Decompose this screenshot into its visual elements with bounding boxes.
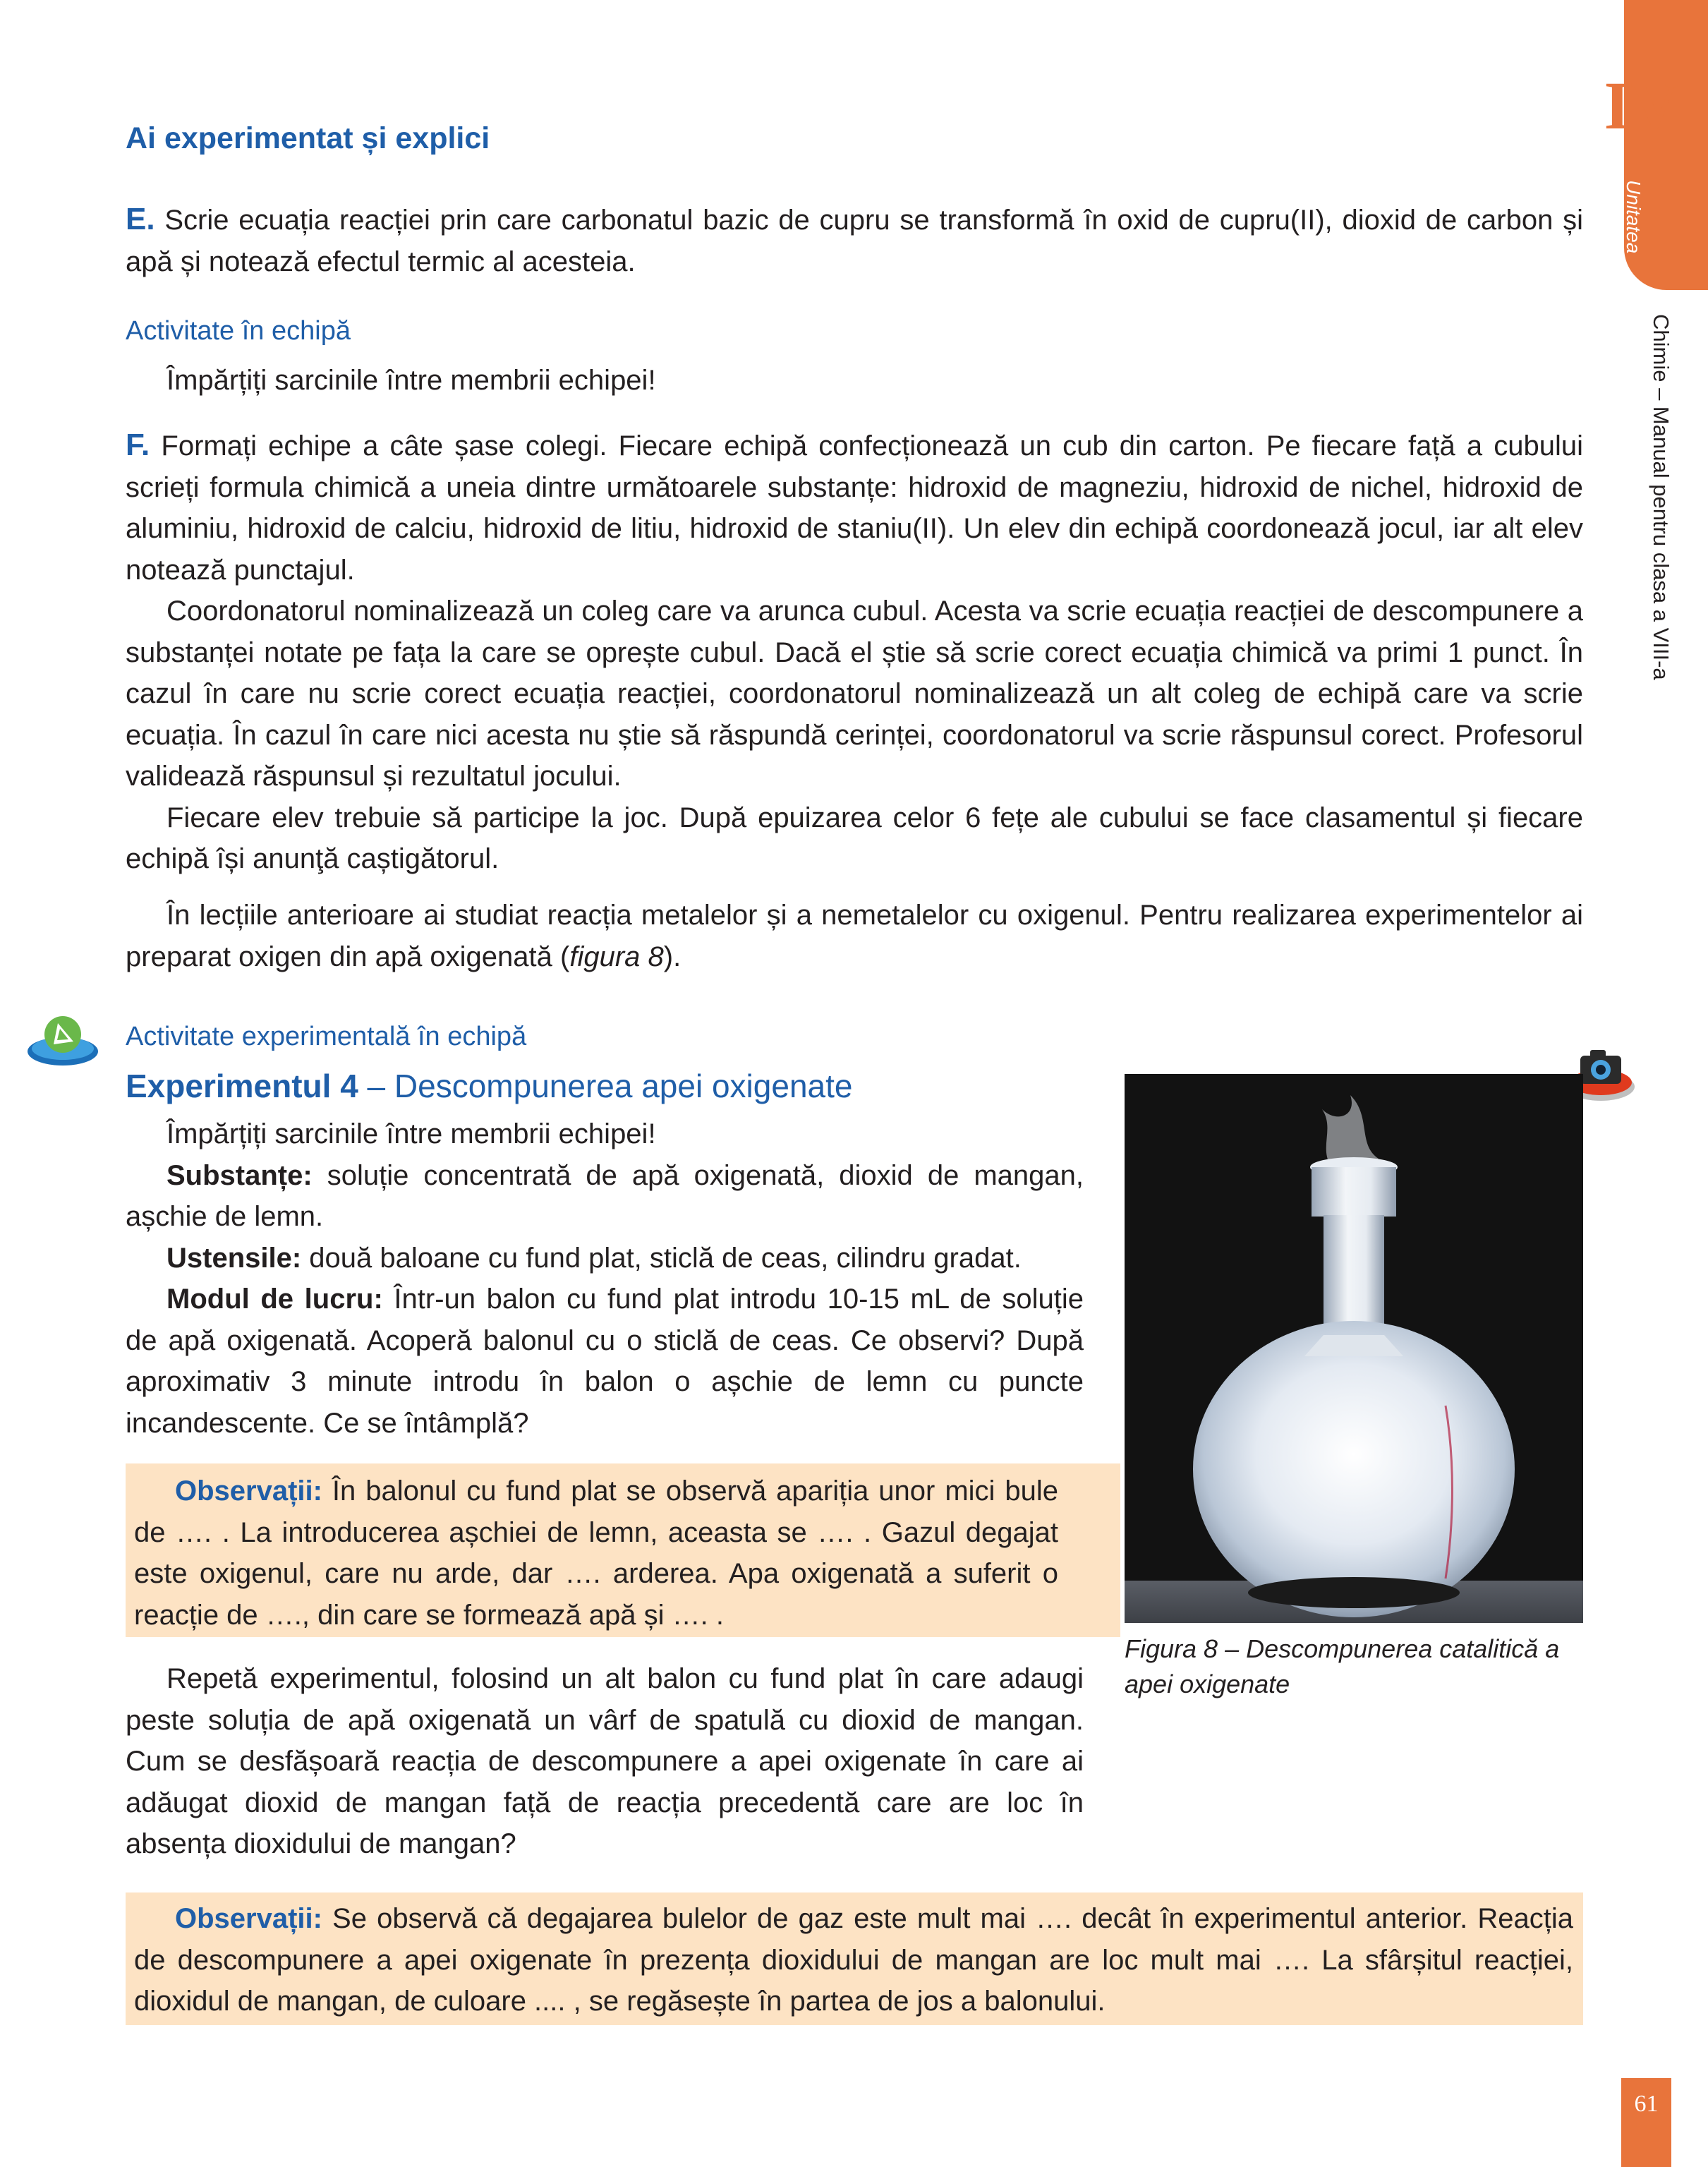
tools-text: două baloane cu fund plat, sticlă de ceas, cilindru gradat. — [301, 1242, 1022, 1274]
section-heading: Ai experimentat și explici — [126, 121, 490, 155]
page-number-box — [1621, 2078, 1671, 2167]
tools-line — [126, 1238, 1084, 1279]
experiment-body — [126, 1113, 1084, 1444]
method-text: Într-un balon cu fund plat introdu 10-15 mL de soluție de apă oxigenată. Acoperă balonul cu o sticlă de ceas. Ce observi? După aproximativ 3 minute introdu în balon o așchie de lemn cu puncte incandescente. Ce se întâmplă? — [126, 1284, 1084, 1439]
book-title: Chimie – Manual pentru clasa a VIII-a — [1649, 314, 1673, 680]
repeat-paragraph: Repetă experimentul, folosind un alt balon cu fund plat în care adaugi peste soluția de apă oxigenată un vârf de spatulă cu dioxid de mangan. Cum se desfășoară reacția de descompunere a apei oxigenate în care ai adăugat dioxid de mangan față de reacția precedentă care are loc în absența dioxidului de mangan? — [126, 1663, 1084, 1859]
intro-paragraph — [126, 895, 1583, 977]
unit-numeral: IV — [1604, 68, 1680, 143]
task-e-letter: E. — [126, 202, 155, 236]
method-label: Modul de lucru: — [166, 1284, 383, 1315]
observation-2-label: Observații: — [175, 1903, 322, 1934]
experiment-badge-icon — [24, 1008, 102, 1071]
task-f-para2: Coordonatorul nominalizează un coleg care va arunca cubul. Acesta va scrie ecuația reacției de descompunere a substanței notate pe fața la care se oprește cubul. Dacă el știe să scrie corect ecuația chimică va primi 1 punct. În cazul în care nu scrie corect ecuația reacției, coordonatorul nominalizează un alt coleg de echipă care va scrie ecuația. În cazul în care nici acesta nu știe să răspundă cerinței, coordonatorul va scrie răspunsul corect. Profesorul validează răspunsul și rezultatul jocului. — [126, 596, 1583, 792]
intro-text-b: ). — [663, 941, 682, 972]
intro-text-a: În lecțiile anterioare ai studiat reacția metalelor și a nemetalelor cu oxigenul. Pentru realizarea experimentelor ai preparat oxigen din apă oxigenată ( — [126, 900, 1583, 972]
task-f-text: Formați echipe a câte șase colegi. Fiecare echipă confecționează un cub din carton. Pe fiecare față a cubului scrieți formula chimică a uneia dintre următoarele substanțe: hidroxid de magneziu, hidroxid de nichel, hidroxid de aluminiu, hidroxid de calciu, hidroxid de litiu, hidroxid de staniu(II). Un elev din echipă coordonează jocul, iar alt elev notează punctajul. — [126, 430, 1583, 586]
unit-label: Unitatea — [1623, 180, 1645, 254]
task-f-para1 — [126, 425, 1583, 591]
observation-2-text: Se observă că degajarea bulelor de gaz este mult mai …. decât în experimentul anterior. Reacția de descompunere a apei oxigenate în prezența dioxidului de mangan are loc mult mai …. La sfârșitul reacției, dioxidul de mangan, de culoare .... , se regăsește în partea de jos a balonului. — [134, 1903, 1573, 2017]
substances-label: Substanțe: — [166, 1159, 313, 1191]
page-number: 61 — [1634, 2091, 1659, 2117]
observation-1-text: În balonul cu fund plat se observă apariția unor mici bule de …. . La introducerea așchiei de lemn, aceasta se …. . Gazul degajat este oxigenul, care nu arde, dar …. arderea. Apa oxigenată a suferit o reacție de …., din care se formează apă și …. . — [134, 1475, 1058, 1631]
task-f-para3: Fiecare elev trebuie să participe la joc. După epuizarea celor 6 fețe ale cubului se face clasamentul și fiecare echipă își anunţă caștigătorul. — [126, 802, 1583, 874]
method-line — [126, 1279, 1084, 1444]
task-e-text: Scrie ecuația reacției prin care carbonatul bazic de cupru se transformă în oxid de cupru(II), dioxid de carbon și apă și notează efectul termic al acesteia. — [126, 205, 1583, 277]
task-f — [126, 425, 1583, 880]
observation-2 — [134, 1898, 1573, 2022]
task-e — [126, 199, 1583, 282]
experiment-title — [126, 1067, 852, 1105]
experimental-activity-label: Activitate experimentală în echipă — [126, 1022, 527, 1051]
experiment-instruction: Împărțiți sarcinile între membrii echipei! — [166, 1118, 656, 1149]
figure-reference[interactable]: figura 8 — [569, 941, 664, 972]
substances-text: soluție concentrată de apă oxigenată, dioxid de mangan, așchie de lemn. — [126, 1159, 1084, 1232]
team-activity-label: Activitate în echipă — [126, 316, 351, 346]
substances-line — [126, 1155, 1084, 1238]
team-instruction: Împărțiți sarcinile între membrii echipei! — [166, 365, 656, 396]
figure-caption: Figura 8 – Descompunerea catalitică a apei oxigenate — [1125, 1634, 1560, 1698]
flask-photo — [1125, 1074, 1583, 1623]
tools-label: Ustensile: — [166, 1242, 302, 1274]
task-f-letter: F. — [126, 428, 150, 462]
experiment-title-text: – Descompunerea apei oxigenate — [358, 1068, 853, 1104]
experiment-title-number: Experimentul 4 — [126, 1068, 358, 1104]
observation-1 — [134, 1471, 1058, 1636]
observation-1-label: Observații: — [175, 1475, 322, 1507]
